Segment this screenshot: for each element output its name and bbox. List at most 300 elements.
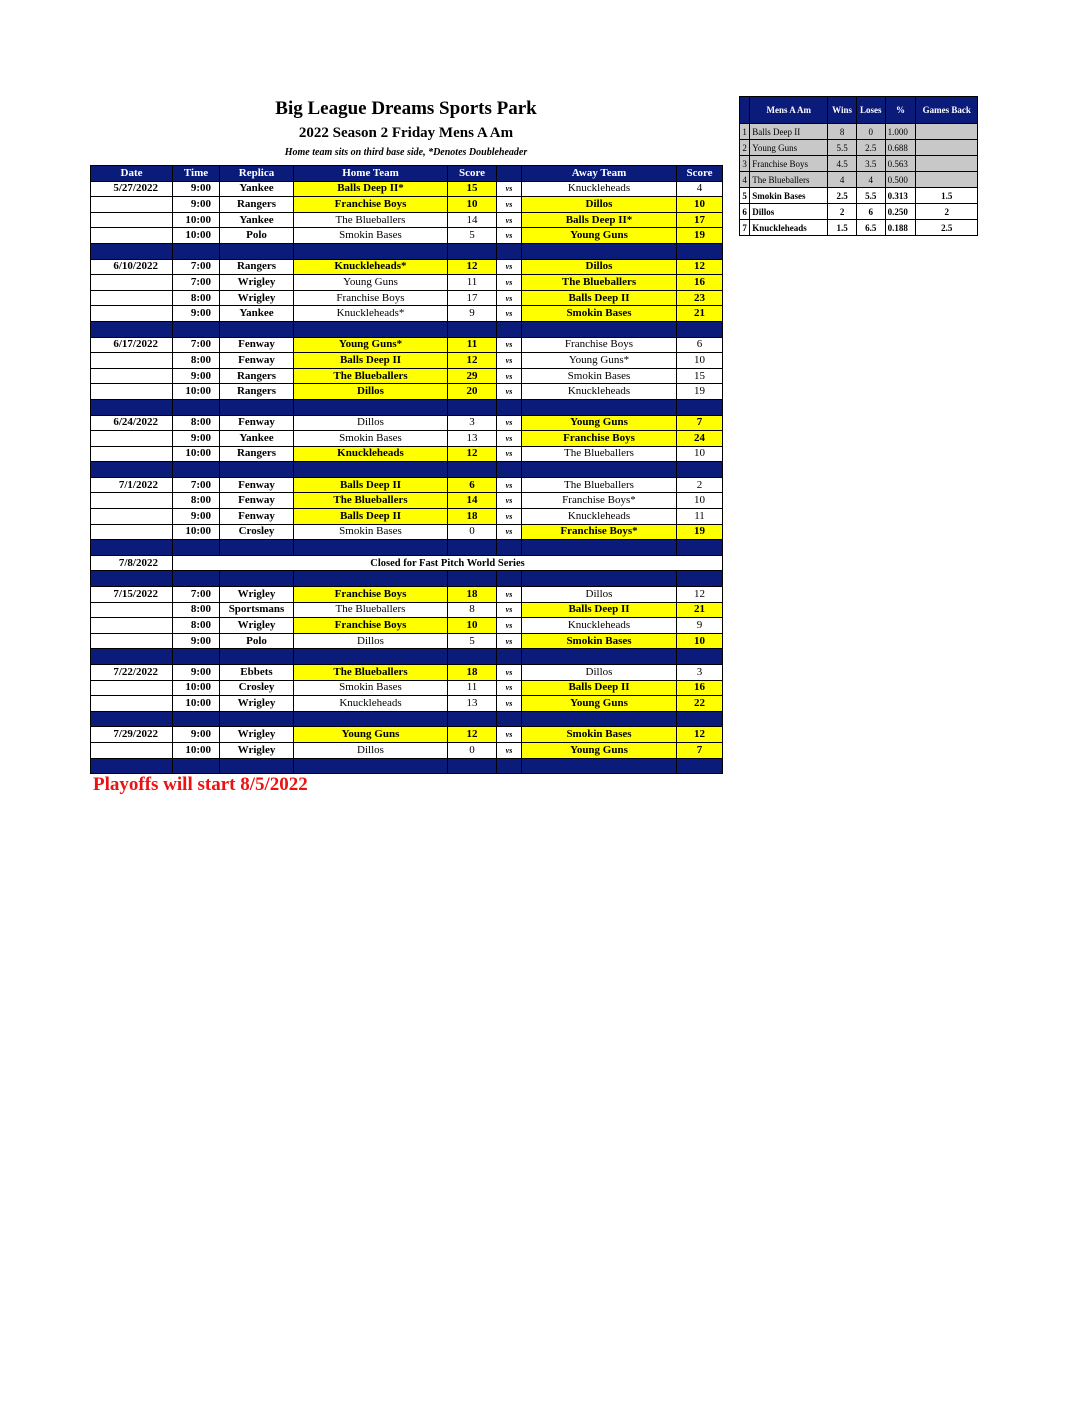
replica-cell: Fenway — [220, 353, 294, 369]
home-team-cell: Franchise Boys — [294, 290, 448, 306]
loses-cell: 6.5 — [856, 220, 885, 236]
replica-cell: Yankee — [220, 181, 294, 197]
header-time: Time — [173, 166, 220, 182]
pct-cell: 1.000 — [885, 124, 916, 140]
separator-cell — [522, 540, 677, 556]
date-cell — [91, 680, 173, 696]
home-score-cell: 6 — [448, 477, 497, 493]
time-cell: 10:00 — [173, 384, 220, 400]
games-back-cell: 1.5 — [916, 188, 978, 204]
date-cell — [91, 696, 173, 712]
home-score-cell: 0 — [448, 742, 497, 758]
away-team-cell: The Blueballers — [522, 446, 677, 462]
time-cell: 7:00 — [173, 259, 220, 275]
header-vs — [497, 166, 522, 182]
vs-cell: vs — [497, 446, 522, 462]
closed-notice: Closed for Fast Pitch World Series — [173, 555, 723, 571]
replica-cell: Wrigley — [220, 587, 294, 603]
replica-cell: Rangers — [220, 446, 294, 462]
home-score-cell: 12 — [448, 353, 497, 369]
date-cell: 5/27/2022 — [91, 181, 173, 197]
away-score-cell: 2 — [677, 477, 723, 493]
vs-cell: vs — [497, 431, 522, 447]
replica-cell: Fenway — [220, 337, 294, 353]
separator-cell — [448, 649, 497, 665]
separator-cell — [294, 321, 448, 337]
separator-cell — [497, 321, 522, 337]
home-score-cell: 20 — [448, 384, 497, 400]
separator-cell — [522, 399, 677, 415]
standings-header-rank — [740, 97, 750, 124]
time-cell: 9:00 — [173, 727, 220, 743]
away-team-cell: Young Guns* — [522, 353, 677, 369]
time-cell: 10:00 — [173, 212, 220, 228]
home-team-cell: Knuckleheads — [294, 446, 448, 462]
date-cell — [91, 431, 173, 447]
separator-cell — [220, 462, 294, 478]
away-score-cell: 3 — [677, 665, 723, 681]
away-score-cell: 22 — [677, 696, 723, 712]
away-team-cell: Dillos — [522, 259, 677, 275]
standings-row — [740, 156, 978, 172]
time-cell: 8:00 — [173, 415, 220, 431]
rank-cell: 7 — [740, 220, 750, 236]
away-score-cell: 7 — [677, 742, 723, 758]
home-score-cell: 11 — [448, 680, 497, 696]
away-score-cell: 10 — [677, 493, 723, 509]
home-team-cell: Balls Deep II* — [294, 181, 448, 197]
separator-cell — [677, 462, 723, 478]
replica-cell: Crosley — [220, 524, 294, 540]
separator-cell — [448, 571, 497, 587]
date-cell — [91, 212, 173, 228]
vs-cell: vs — [497, 384, 522, 400]
away-team-cell: The Blueballers — [522, 477, 677, 493]
away-score-cell: 10 — [677, 353, 723, 369]
header-away-score: Score — [677, 166, 723, 182]
playoffs-notice: Playoffs will start 8/5/2022 — [93, 774, 308, 795]
away-team-cell: Smokin Bases — [522, 727, 677, 743]
header-home-team: Home Team — [294, 166, 448, 182]
header-date: Date — [91, 166, 173, 182]
time-cell: 10:00 — [173, 742, 220, 758]
game-row — [91, 197, 723, 213]
loses-cell: 5.5 — [856, 188, 885, 204]
replica-cell: Sportsmans — [220, 602, 294, 618]
home-score-cell: 29 — [448, 368, 497, 384]
separator-cell — [220, 243, 294, 259]
game-row — [91, 337, 723, 353]
rank-cell: 4 — [740, 172, 750, 188]
game-row — [91, 633, 723, 649]
separator-cell — [91, 649, 173, 665]
separator-row — [91, 462, 723, 478]
separator-cell — [522, 243, 677, 259]
away-team-cell: Young Guns — [522, 742, 677, 758]
home-score-cell: 18 — [448, 665, 497, 681]
separator-cell — [173, 571, 220, 587]
vs-cell: vs — [497, 618, 522, 634]
away-team-cell: Smokin Bases — [522, 633, 677, 649]
away-team-cell: Dillos — [522, 665, 677, 681]
replica-cell: Polo — [220, 633, 294, 649]
date-cell — [91, 633, 173, 649]
away-score-cell: 6 — [677, 337, 723, 353]
away-team-cell: Dillos — [522, 587, 677, 603]
time-cell: 9:00 — [173, 197, 220, 213]
games-back-cell — [916, 140, 978, 156]
home-team-cell: Knuckleheads* — [294, 259, 448, 275]
time-cell: 7:00 — [173, 275, 220, 291]
standings-header-loses: Loses — [856, 97, 885, 124]
away-team-cell: Smokin Bases — [522, 306, 677, 322]
rank-cell: 6 — [740, 204, 750, 220]
separator-cell — [173, 540, 220, 556]
separator-cell — [677, 711, 723, 727]
away-score-cell: 10 — [677, 633, 723, 649]
standings-row — [740, 140, 978, 156]
separator-row — [91, 243, 723, 259]
date-cell — [91, 306, 173, 322]
home-team-cell: Balls Deep II — [294, 509, 448, 525]
time-cell: 10:00 — [173, 524, 220, 540]
date-cell: 7/22/2022 — [91, 665, 173, 681]
home-score-cell: 3 — [448, 415, 497, 431]
time-cell: 7:00 — [173, 587, 220, 603]
separator-row — [91, 540, 723, 556]
home-score-cell: 12 — [448, 446, 497, 462]
rank-cell: 1 — [740, 124, 750, 140]
home-team-cell: The Blueballers — [294, 368, 448, 384]
wins-cell: 2.5 — [828, 188, 857, 204]
replica-cell: Rangers — [220, 197, 294, 213]
separator-cell — [91, 321, 173, 337]
rank-cell: 5 — [740, 188, 750, 204]
away-score-cell: 19 — [677, 524, 723, 540]
pct-cell: 0.688 — [885, 140, 916, 156]
separator-cell — [173, 321, 220, 337]
game-row — [91, 259, 723, 275]
game-row — [91, 275, 723, 291]
away-score-cell: 19 — [677, 384, 723, 400]
vs-cell: vs — [497, 181, 522, 197]
home-team-cell: The Blueballers — [294, 493, 448, 509]
loses-cell: 4 — [856, 172, 885, 188]
rank-cell: 2 — [740, 140, 750, 156]
vs-cell: vs — [497, 727, 522, 743]
loses-cell: 3.5 — [856, 156, 885, 172]
vs-cell: vs — [497, 415, 522, 431]
separator-cell — [294, 399, 448, 415]
separator-cell — [448, 399, 497, 415]
games-back-cell: 2 — [916, 204, 978, 220]
separator-cell — [497, 462, 522, 478]
game-row — [91, 212, 723, 228]
vs-cell: vs — [497, 665, 522, 681]
replica-cell: Wrigley — [220, 696, 294, 712]
time-cell: 8:00 — [173, 493, 220, 509]
away-team-cell: Franchise Boys* — [522, 524, 677, 540]
replica-cell: Fenway — [220, 493, 294, 509]
separator-cell — [522, 321, 677, 337]
vs-cell: vs — [497, 337, 522, 353]
separator-cell — [220, 321, 294, 337]
standings-row — [740, 124, 978, 140]
vs-cell: vs — [497, 493, 522, 509]
team-cell: Young Guns — [750, 140, 828, 156]
separator-cell — [294, 540, 448, 556]
home-score-cell: 8 — [448, 602, 497, 618]
separator-cell — [294, 758, 448, 774]
separator-cell — [522, 649, 677, 665]
pct-cell: 0.188 — [885, 220, 916, 236]
season-subtitle: 2022 Season 2 Friday Mens A Am — [298, 125, 514, 141]
home-score-cell: 12 — [448, 727, 497, 743]
separator-cell — [497, 571, 522, 587]
standings-header-games-back: Games Back — [916, 97, 978, 124]
pct-cell: 0.563 — [885, 156, 916, 172]
away-score-cell: 12 — [677, 587, 723, 603]
separator-row — [91, 571, 723, 587]
schedule-note: Home team sits on third base side, *Denotes Doubleheader — [284, 147, 528, 158]
header-replica: Replica — [220, 166, 294, 182]
away-team-cell: Knuckleheads — [522, 618, 677, 634]
team-cell: Knuckleheads — [750, 220, 828, 236]
schedule-header-row — [91, 166, 723, 182]
standings-header-row — [740, 97, 978, 124]
date-cell: 6/17/2022 — [91, 337, 173, 353]
home-team-cell: Dillos — [294, 415, 448, 431]
separator-cell — [522, 711, 677, 727]
away-team-cell: Balls Deep II* — [522, 212, 677, 228]
separator-cell — [677, 758, 723, 774]
separator-cell — [497, 649, 522, 665]
separator-cell — [220, 711, 294, 727]
date-cell: 7/29/2022 — [91, 727, 173, 743]
pct-cell: 0.250 — [885, 204, 916, 220]
home-team-cell: Franchise Boys — [294, 197, 448, 213]
vs-cell: vs — [497, 290, 522, 306]
separator-cell — [294, 649, 448, 665]
away-score-cell: 19 — [677, 228, 723, 244]
vs-cell: vs — [497, 228, 522, 244]
game-row — [91, 727, 723, 743]
vs-cell: vs — [497, 633, 522, 649]
separator-cell — [677, 399, 723, 415]
separator-cell — [91, 243, 173, 259]
home-score-cell: 13 — [448, 696, 497, 712]
replica-cell: Yankee — [220, 431, 294, 447]
away-team-cell: Young Guns — [522, 228, 677, 244]
separator-cell — [91, 540, 173, 556]
time-cell: 7:00 — [173, 477, 220, 493]
replica-cell: Wrigley — [220, 275, 294, 291]
home-score-cell: 11 — [448, 275, 497, 291]
home-team-cell: Smokin Bases — [294, 680, 448, 696]
time-cell: 9:00 — [173, 633, 220, 649]
date-cell — [91, 290, 173, 306]
date-cell — [91, 228, 173, 244]
replica-cell: Wrigley — [220, 742, 294, 758]
game-row — [91, 477, 723, 493]
away-score-cell: 16 — [677, 680, 723, 696]
game-row — [91, 446, 723, 462]
separator-cell — [91, 571, 173, 587]
game-row — [91, 431, 723, 447]
away-score-cell: 10 — [677, 446, 723, 462]
games-back-cell: 2.5 — [916, 220, 978, 236]
date-cell — [91, 353, 173, 369]
standings-header-wins: Wins — [828, 97, 857, 124]
away-team-cell: Franchise Boys — [522, 431, 677, 447]
home-team-cell: Knuckleheads — [294, 696, 448, 712]
vs-cell: vs — [497, 212, 522, 228]
away-score-cell: 12 — [677, 259, 723, 275]
vs-cell: vs — [497, 259, 522, 275]
home-team-cell: Knuckleheads* — [294, 306, 448, 322]
date-cell: 7/8/2022 — [91, 555, 173, 571]
time-cell: 8:00 — [173, 353, 220, 369]
away-team-cell: Knuckleheads — [522, 509, 677, 525]
game-row — [91, 665, 723, 681]
separator-cell — [294, 571, 448, 587]
home-team-cell: Dillos — [294, 633, 448, 649]
separator-row — [91, 711, 723, 727]
game-row — [91, 618, 723, 634]
home-team-cell: Franchise Boys — [294, 587, 448, 603]
date-cell — [91, 368, 173, 384]
replica-cell: Fenway — [220, 415, 294, 431]
standings-table — [739, 96, 978, 236]
home-team-cell: Smokin Bases — [294, 431, 448, 447]
game-row — [91, 228, 723, 244]
game-row — [91, 306, 723, 322]
away-score-cell: 10 — [677, 197, 723, 213]
home-team-cell: Smokin Bases — [294, 228, 448, 244]
away-score-cell: 4 — [677, 181, 723, 197]
separator-cell — [497, 540, 522, 556]
time-cell: 8:00 — [173, 602, 220, 618]
wins-cell: 5.5 — [828, 140, 857, 156]
date-cell — [91, 509, 173, 525]
home-team-cell: Dillos — [294, 384, 448, 400]
game-row — [91, 290, 723, 306]
separator-cell — [220, 540, 294, 556]
game-row — [91, 524, 723, 540]
date-cell — [91, 197, 173, 213]
header-home-score: Score — [448, 166, 497, 182]
team-cell: Dillos — [750, 204, 828, 220]
vs-cell: vs — [497, 197, 522, 213]
date-cell: 7/1/2022 — [91, 477, 173, 493]
away-score-cell: 15 — [677, 368, 723, 384]
home-score-cell: 18 — [448, 587, 497, 603]
separator-cell — [677, 649, 723, 665]
time-cell: 10:00 — [173, 696, 220, 712]
game-row — [91, 509, 723, 525]
separator-cell — [91, 758, 173, 774]
separator-cell — [677, 540, 723, 556]
wins-cell: 4.5 — [828, 156, 857, 172]
time-cell: 9:00 — [173, 431, 220, 447]
loses-cell: 6 — [856, 204, 885, 220]
game-row — [91, 742, 723, 758]
date-cell: 6/24/2022 — [91, 415, 173, 431]
replica-cell: Wrigley — [220, 618, 294, 634]
away-team-cell: Balls Deep II — [522, 680, 677, 696]
away-team-cell: Franchise Boys — [522, 337, 677, 353]
replica-cell: Wrigley — [220, 727, 294, 743]
home-team-cell: Franchise Boys — [294, 618, 448, 634]
separator-cell — [91, 399, 173, 415]
separator-cell — [173, 758, 220, 774]
standings-row — [740, 188, 978, 204]
wins-cell: 4 — [828, 172, 857, 188]
home-team-cell: Balls Deep II — [294, 477, 448, 493]
rank-cell: 3 — [740, 156, 750, 172]
home-score-cell: 14 — [448, 212, 497, 228]
home-score-cell: 13 — [448, 431, 497, 447]
date-cell: 6/10/2022 — [91, 259, 173, 275]
date-cell — [91, 384, 173, 400]
separator-cell — [220, 649, 294, 665]
away-team-cell: Knuckleheads — [522, 181, 677, 197]
replica-cell: Crosley — [220, 680, 294, 696]
vs-cell: vs — [497, 524, 522, 540]
home-team-cell: Young Guns* — [294, 337, 448, 353]
separator-cell — [497, 711, 522, 727]
home-score-cell: 10 — [448, 197, 497, 213]
game-row — [91, 384, 723, 400]
time-cell: 9:00 — [173, 665, 220, 681]
standings-header-pct: % — [885, 97, 916, 124]
standings-row — [740, 204, 978, 220]
separator-cell — [522, 571, 677, 587]
separator-cell — [497, 758, 522, 774]
separator-row — [91, 321, 723, 337]
separator-cell — [294, 462, 448, 478]
home-team-cell: The Blueballers — [294, 665, 448, 681]
separator-cell — [677, 243, 723, 259]
date-cell — [91, 493, 173, 509]
game-row — [91, 680, 723, 696]
away-team-cell: Young Guns — [522, 415, 677, 431]
home-team-cell: Smokin Bases — [294, 524, 448, 540]
loses-cell: 0 — [856, 124, 885, 140]
away-score-cell: 9 — [677, 618, 723, 634]
home-score-cell: 18 — [448, 509, 497, 525]
vs-cell: vs — [497, 587, 522, 603]
game-row — [91, 602, 723, 618]
wins-cell: 1.5 — [828, 220, 857, 236]
away-score-cell: 23 — [677, 290, 723, 306]
away-team-cell: Young Guns — [522, 696, 677, 712]
home-score-cell: 15 — [448, 181, 497, 197]
replica-cell: Ebbets — [220, 665, 294, 681]
replica-cell: Wrigley — [220, 290, 294, 306]
pct-cell: 0.500 — [885, 172, 916, 188]
standings-header-division: Mens A Am — [750, 97, 828, 124]
vs-cell: vs — [497, 696, 522, 712]
vs-cell: vs — [497, 602, 522, 618]
time-cell: 7:00 — [173, 337, 220, 353]
game-row — [91, 368, 723, 384]
away-team-cell: Smokin Bases — [522, 368, 677, 384]
away-team-cell: Dillos — [522, 197, 677, 213]
date-cell: 7/15/2022 — [91, 587, 173, 603]
home-score-cell: 0 — [448, 524, 497, 540]
time-cell: 9:00 — [173, 181, 220, 197]
